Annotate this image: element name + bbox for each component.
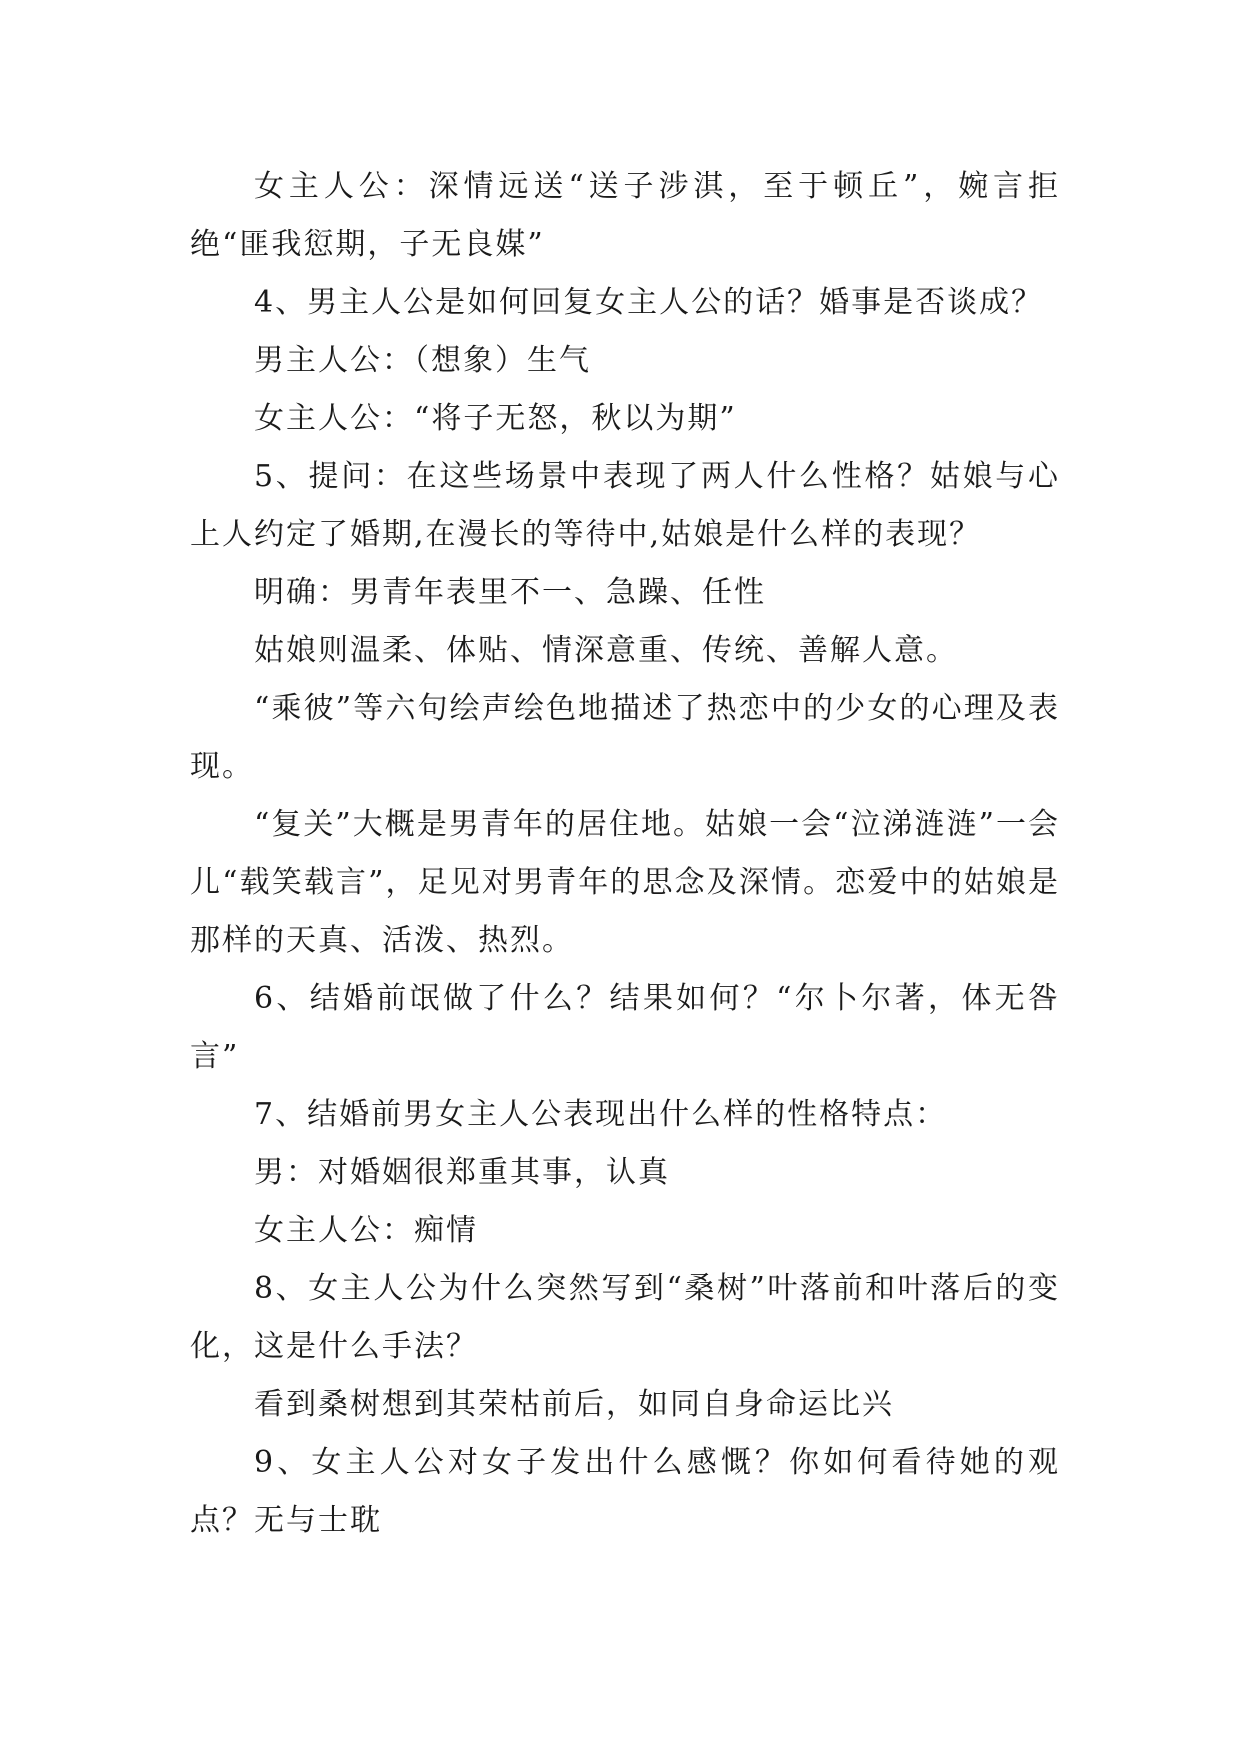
paragraph: 9、女主人公对女子发出什么感慨？你如何看待她的观点？无与士耽 <box>190 1445 1060 1538</box>
paragraph: 看到桑树想到其荣枯前后，如同自身命运比兴 <box>254 1387 894 1422</box>
document-body <box>190 158 1060 1550</box>
paragraph: 8、女主人公为什么突然写到“桑树”叶落前和叶落后的变化，这是什么手法？ <box>190 1271 1060 1364</box>
paragraph: “乘彼”等六句绘声绘色地描述了热恋中的少女的心理及表现。 <box>190 691 1060 784</box>
paragraph: 男：对婚姻很郑重其事，认真 <box>254 1155 670 1190</box>
paragraph: 姑娘则温柔、体贴、情深意重、传统、善解人意。 <box>254 633 958 668</box>
paragraph: 男主人公：（想象）生气 <box>254 343 591 378</box>
paragraph: 女主人公：“将子无怒，秋以为期” <box>254 401 737 436</box>
paragraph: 女主人公：痴情 <box>254 1213 478 1248</box>
paragraph: 5、提问：在这些场景中表现了两人什么性格？姑娘与心上人约定了婚期,在漫长的等待中,姑娘是什么样的表现？ <box>190 459 1060 552</box>
paragraph: 7、结婚前男女主人公表现出什么样的性格特点： <box>254 1097 948 1132</box>
paragraph: 明确：男青年表里不一、急躁、任性 <box>254 575 766 610</box>
paragraph: 女主人公：深情远送“送子涉淇，至于顿丘”，婉言拒绝“匪我愆期，子无良媒” <box>190 169 1060 262</box>
paragraph: 4、男主人公是如何回复女主人公的话？婚事是否谈成？ <box>254 285 1044 320</box>
paragraph: 6、结婚前氓做了什么？结果如何？“尔卜尔著，体无咎言” <box>190 981 1060 1074</box>
paragraph: “复关”大概是男青年的居住地。姑娘一会“泣涕涟涟”一会儿“载笑载言”，足见对男青年的思念及深情。恋爱中的姑娘是那样的天真、活泼、热烈。 <box>190 807 1060 958</box>
